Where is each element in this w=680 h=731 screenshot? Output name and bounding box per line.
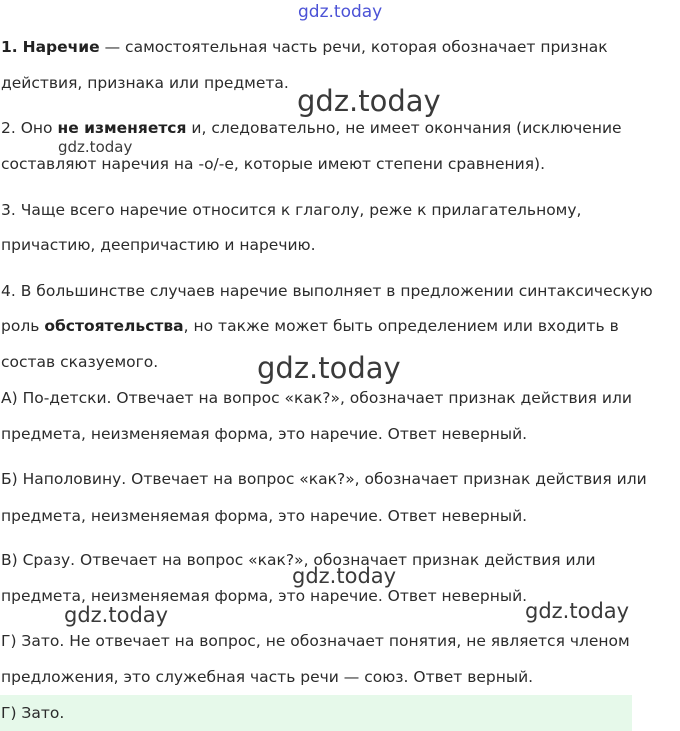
- paragraph-4-line-1: [1, 281, 653, 301]
- option-b-text-1: Б) Наполовину. Отвечает на вопрос «как?», обозначает признак действия или: [1, 470, 647, 488]
- paragraph-4-line-2: [1, 316, 619, 336]
- paragraph-2-line-2: [1, 154, 545, 174]
- watermark-4: gdz.today: [292, 564, 397, 588]
- option-g-line-1: [1, 631, 630, 651]
- p4-text-1: 4. В большинстве случаев наречие выполняет в предложении синтаксическую: [1, 282, 653, 300]
- p4-text-2: , но также может быть определением или входить в: [183, 317, 619, 335]
- option-v-text-1: В) Сразу. Отвечает на вопрос «как?», обозначает признак действия или: [1, 551, 596, 569]
- paragraph-3-line-1: [1, 200, 581, 220]
- paragraph-2-line-1: [1, 118, 622, 138]
- option-a-text-2: предмета, неизменяемая форма, это наречие. Ответ неверный.: [1, 425, 528, 443]
- paragraph-3-line-2: [1, 235, 316, 255]
- p3-text-1: 3. Чаще всего наречие относится к глаголу, реже к прилагательному,: [1, 201, 582, 219]
- p3-text-2: причастию, деепричастию и наречию.: [1, 236, 316, 254]
- watermark-2: gdz.today: [58, 138, 133, 156]
- p1-term: Наречие: [22, 38, 100, 56]
- paragraph-4-line-3: [1, 352, 158, 372]
- option-a-line-1: [1, 388, 632, 408]
- option-v-text-2: предмета, неизменяемая форма, это наречие. Ответ неверный.: [1, 587, 528, 605]
- paragraph-1-line-1: [1, 37, 608, 57]
- p2-term: не изменяется: [57, 119, 187, 137]
- p1-text-2: действия, признака или предмета.: [1, 74, 289, 92]
- p4-start: роль: [1, 317, 40, 335]
- answer-text: Г) Зато.: [1, 704, 65, 722]
- option-g-text-2: предложения, это служебная часть речи — союз. Ответ верный.: [1, 668, 534, 686]
- p2-text-2: составляют наречия на -о/-е, которые имеют степени сравнения).: [1, 155, 546, 173]
- paragraph-1-line-2: [1, 73, 289, 93]
- option-b-line-1: [1, 469, 647, 489]
- option-g-line-2: [1, 667, 533, 687]
- watermark-6: gdz.today: [525, 599, 630, 623]
- watermark-5: gdz.today: [64, 603, 169, 627]
- p1-number: 1.: [1, 38, 18, 56]
- option-a-line-2: [1, 424, 527, 444]
- p2-text-1: и, следовательно, не имеет окончания (исключение: [191, 119, 622, 137]
- p4-term: обстоятельства: [44, 317, 184, 335]
- option-g-text-1: Г) Зато. Не отвечает на вопрос, не обозначает понятия, не является членом: [1, 632, 630, 650]
- option-a-text-1: А) По-детски. Отвечает на вопрос «как?», обозначает признак действия или: [1, 389, 632, 407]
- option-b-line-2: [1, 506, 527, 526]
- p1-text-1: — самостоятельная часть речи, которая обозначает признак: [104, 38, 608, 56]
- watermark-3: gdz.today: [257, 351, 401, 385]
- p2-start: 2. Оно: [1, 119, 53, 137]
- watermark-1: gdz.today: [297, 84, 441, 118]
- watermark-top: gdz.today: [298, 2, 383, 22]
- option-b-text-2: предмета, неизменяемая форма, это наречие. Ответ неверный.: [1, 507, 528, 525]
- answer-box: [0, 695, 632, 731]
- p4-text-3: состав сказуемого.: [1, 353, 159, 371]
